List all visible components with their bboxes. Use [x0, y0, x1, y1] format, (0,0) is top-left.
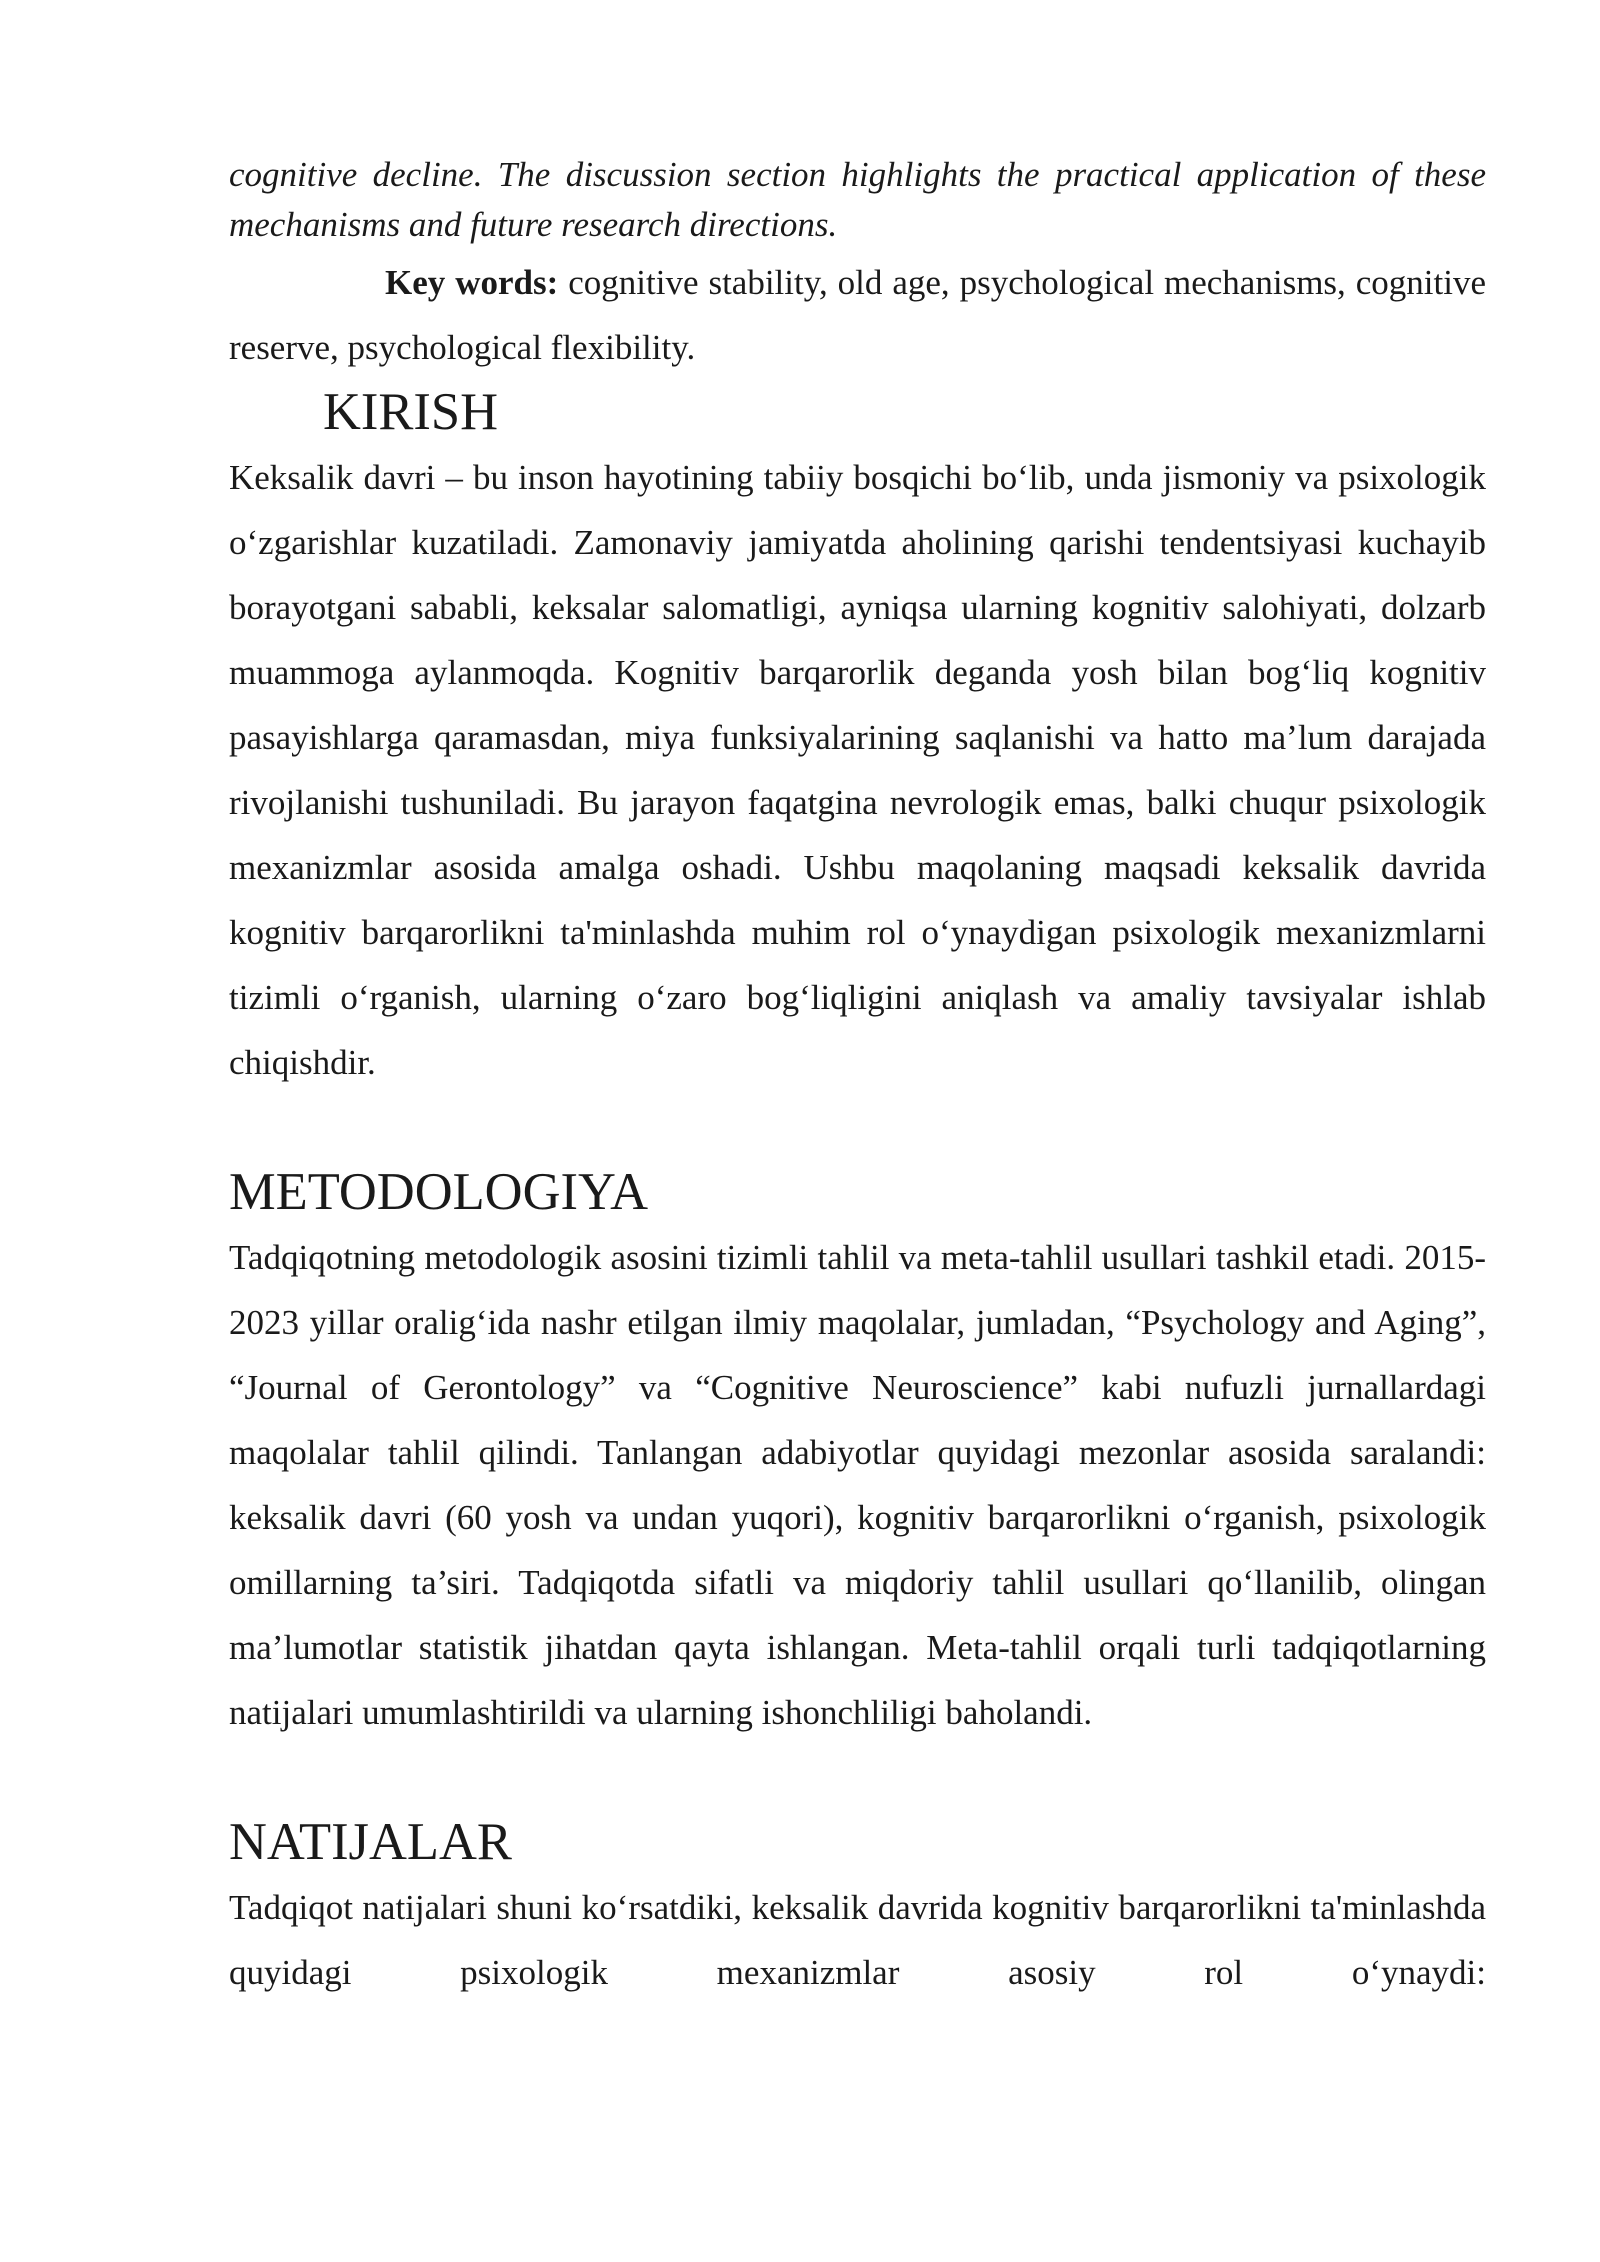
keywords-paragraph: [229, 250, 1486, 380]
paragraph-metodologiya: Tadqiqotning metodologik asosini tizimli tahlil va meta-tahlil usullari tashkil etadi. 2015-2023 yillar oralig‘ida nashr etilgan ilmiy maqolalar, jumladan, “Psychology and Aging”, “Journal of Gerontology” va “Cognitive Neuroscience” kabi nufuzli jurnallardagi maqolalar tahlil qilindi. Tanlangan adabiyotlar quyidagi mezonlar asosida saralandi: keksalik davri (60 yosh va undan yuqori), kognitiv barqarorlikni o‘rganish, psixologik omillarning ta’siri. Tadqiqotda sifatli va miqdoriy tahlil usullari qo‘llanilib, olingan ma’lumotlar statistik jihatdan qayta ishlangan. Meta-tahlil orqali turli tadqiqotlarning natijalari umumlashtirildi va ularning ishonchliligi baholandi.: [229, 1238, 1486, 1732]
heading-natijalar: NATIJALAR: [229, 1813, 512, 1871]
paragraph-kirish: Keksalik davri – bu inson hayotining tabiiy bosqichi bo‘lib, unda jismoniy va psixologik o‘zgarishlar kuzatiladi. Zamonaviy jamiyatda aholining qarishi tendentsiyasi kuchayib borayotgani sababli, keksalar salomatligi, ayniqsa ularning kognitiv salohiyati, dolzarb muammoga aylanmoqda. Kognitiv barqarorlik deganda yosh bilan bog‘liq kognitiv pasayishlarga qaramasdan, miya funksiyalarining saqlanishi va hatto ma’lum darajada rivojlanishi tushuniladi. Bu jarayon faqatgina nevrologik emas, balki chuqur psixologik mexanizmlar asosida amalga oshadi. Ushbu maqolaning maqsadi keksalik davrida kognitiv barqarorlikni ta'minlashda muhim rol o‘ynaydigan psixologik mexanizmlarni tizimli o‘rganish, ularning o‘zaro bog‘liqligini aniqlash va amaliy tavsiyalar ishlab chiqishdir.: [229, 458, 1486, 1082]
keywords-label: Key words:: [385, 263, 559, 302]
section-spacer: [229, 1095, 1486, 1160]
heading-metodologiya: METODOLOGIYA: [229, 1163, 649, 1221]
paragraph-natijalar: Tadqiqot natijalari shuni ko‘rsatdiki, keksalik davrida kognitiv barqarorlikni ta'minlashda quyidagi psixologik mexanizmlar asosiy rol o‘ynaydi:: [229, 1888, 1486, 1992]
keywords-text: cognitive stability, old age, psychological mechanisms, cognitive reserve, psychological flexibility.: [229, 263, 1486, 367]
section-spacer: [229, 1745, 1486, 1810]
abstract-tail: cognitive decline. The discussion section highlights the practical application of these mechanisms and future research directions.: [229, 155, 1486, 244]
document-page: [229, 150, 1486, 2005]
heading-kirish: KIRISH: [323, 383, 499, 441]
